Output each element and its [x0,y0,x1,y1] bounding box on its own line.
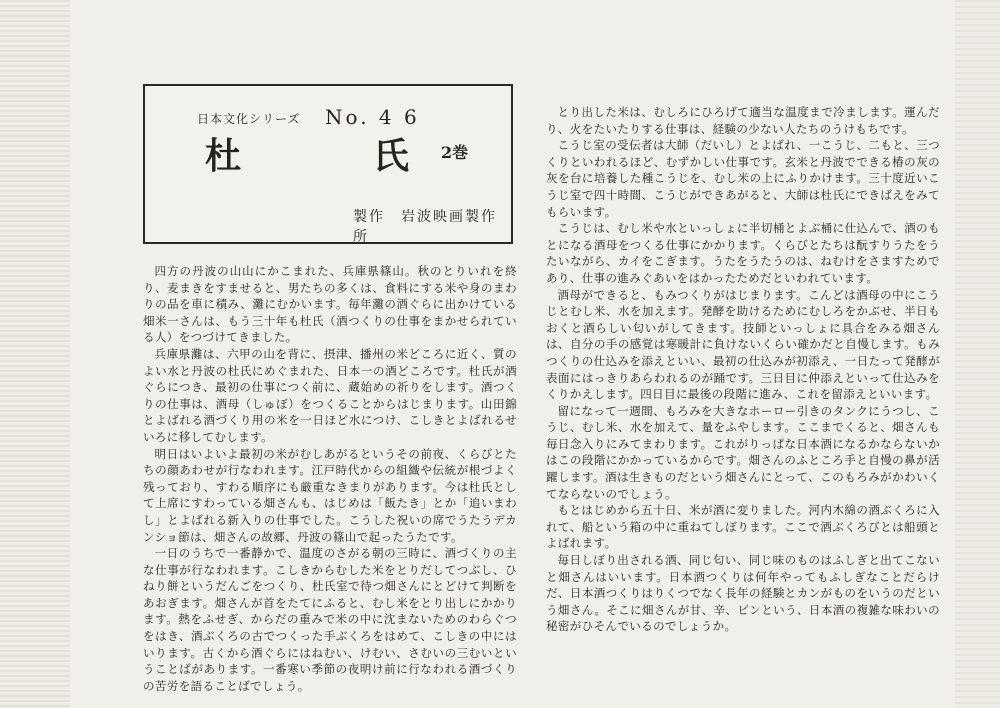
paragraph: とり出した米は、むしろにひろげて適当な温度まで冷まします。運んだり、火をたいたりする仕事は、経験の少ない人たちのうけもちです。 [546,105,940,136]
title-part-2: 氏 [373,135,410,177]
reel-count: 2巻 [441,143,469,162]
scan-edge-right [955,0,1000,708]
scan-edge-left [0,0,70,708]
paragraph: こうじは、むし米や水といっしょに半切桶とよぶ桶に仕込んで、酒のもとになる酒母をつくる仕事にかかります。くらびとたちは酛すりうたをうたいながら、カイをこぎます。うたをうたうのは、ねむけをさますためであり、仕事の進みぐあいをはかったためだといわれています。 [546,221,940,285]
paragraph: こうじ室の受伝者は大師（だいし）とよばれ、一こうじ、二もと、三つくりといわれるほど、むずかしい仕事です。玄米と丹波でできる椿の灰の灰を台に培養した種こうじを、むし米の上にふりかけます。三十度近いこうじ室で四十時間、こうじができあがると、大師は杜氏にできばえをみてもらいます。 [546,138,940,219]
title-part-1: 杜 [205,135,242,177]
paragraph: 毎日しぼり出される酒、同じ匂い、同じ味のものはふしぎと出てこないと畑さんはいいます。日本酒つくりは何年やってもふしぎなことだらけだ、日本酒つくりはりくつでなく長年の経験とカンがものをいうのだという畑さん。そこに畑さんが甘、辛、ピンという、日本酒の複雑な味わいの秘密がひそんでいるのでしょうか。 [546,553,940,634]
series-number: No. 4 6 [325,105,420,129]
right-column [546,104,940,635]
producer-credit: 製作 岩波映画製作所 [353,209,497,245]
paragraph: 留になって一週間、もろみを大きなホーロー引きのタンクにうつし、こうじ、むし米、水を加えて、量をふやします。ここまでくると、畑さんも毎日念入りにみてまわります。これがりっぱな日本酒になるかならないかはこの段階にかかっているからです。畑さんのふところ手と自慢の鼻が活躍します。酒は生きものだという畑さんにとって、このもろみがかわいくてならないのでしょう。 [546,403,940,501]
paragraph: 酒母ができると、もみつくりがはじまります。こんどは酒母の中にこうじとむし米、水を加えます。発酵を助けるためにむしろをかぶせ、半日もおくと酒らしい匂いがしてきます。技師といっしょに具合をみる畑さんは、自分の手の感覚は寒暖計に負けないくらい確かだと自慢します。もみつくりの仕込みを添えといい、最初の仕込みが初添え、一日たって発酵が表面にはっきりあらわれるのが踊です。三日目に仲添えといって仕込みをくりかえします。四日目に最後の段階に進み、これを留添えといいます。 [546,287,940,402]
left-column [143,263,517,694]
paragraph: もとはじめから五十日、米が酒に変りました。河内木綿の酒ぶくろに入れて、船という箱の中に重ねてしぼります。ここで酒ぶくろびとは船頭とよばれます。 [546,503,940,551]
series-name: 日本文化シリーズ [197,112,301,126]
paragraph: 兵庫県灘は、六甲の山を背に、摂津、播州の米どころに近く、質のよい水と丹波の杜氏にめぐまれた、日本一の酒どころです。杜氏が酒ぐらにつき、最初の仕事につく前に、蔵始めの祈りをします。酒つくりの仕事は、酒母（しゅぼ）をつくることからはじまります。山田錦とよばれる酒づくり用の米を一日ほど水につけ、こしきとよばれるせいろに移してむします。 [143,346,517,444]
paragraph: 明日はいよいよ最初の米がむしあがるというその前夜、くらびとたちの顔あわせが行なわれます。江戸時代からの組織や伝統が根づよく残っており、すわる順序にも厳重なきまりがあります。今は杜氏として上席にすわっている畑さんも、はじめは「飯たき」とか「追いまわし」とよばれる新入りの仕事でした。こうした祝いの席でうたうデカンショ節は、畑さんの故郷、丹波の篠山で起ったうたです。 [143,446,517,544]
paragraph: 四方の丹波の山山にかこまれた、兵庫県篠山。秋のとりいれを終り、麦まきをすませると、男たちの多くは、食料にする米や身のまわりの品を車に積み、灘にむかいます。毎年灘の酒ぐらに出かけている畑米一さんは、もう三十年も杜氏（酒つくりの仕事をまかせられている人）をつづけてきました。 [143,264,517,345]
title-block [143,84,513,244]
paragraph: 一日のうちで一番静かで、温度のさがる朝の三時に、酒づくりの主な仕事が行なわれます。こしきからむした米をとりだしてつぶし、ひねり餅というだんごをつくり、杜氏室で待つ畑さんにとどけて判断をあおぎます。畑さんが首をたてにふると、むし米をとり出しにかかります。熱をふせぎ、からだの重みで米の中に沈まないためのわらぐつをはき、酒ぶくろの古でつくった手ぶくろをはめて、こしきの中にはいります。古くから酒ぐらにはねむい、けむい、さむいの三むいということばがあります。一番寒い季節の夜明け前に行なわれる酒づくりの苦労を語ることばでしょう。 [143,546,517,693]
